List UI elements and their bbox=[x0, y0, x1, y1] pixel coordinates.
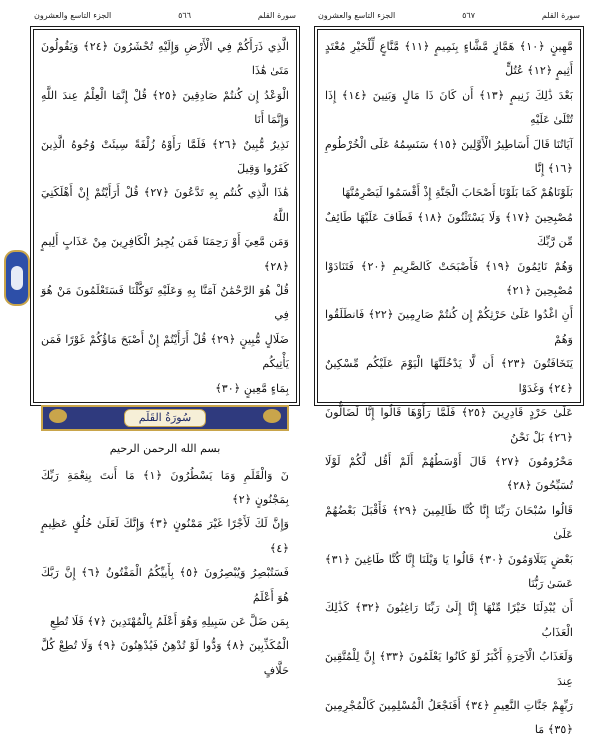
verse-line: بَعْضٍ يَتَلَاوَمُونَ ﴿٣٠﴾ قَالُوا يَا وَيْلَنَا إِنَّا كُنَّا طَاغِينَ ﴿٣١﴾ عَسَىٰ رَبُّنَا bbox=[325, 552, 573, 590]
verse-line: نَذِيرٌ مُّبِينٌ ﴿٢٦﴾ فَلَمَّا رَأَوْهُ زُلْفَةً سِيئَتْ وُجُوهُ الَّذِينَ كَفَرُوا وَقِيلَ bbox=[41, 137, 290, 176]
verse-line: يَتَخَافَتُونَ ﴿٢٣﴾ أَن لَّا يَدْخُلَنَّهَا الْيَوْمَ عَلَيْكُم مِّسْكِينٌ ﴿٢٤﴾ وَغَدَوْا bbox=[325, 357, 573, 395]
verse-line: بَلَوْنَاهُمْ كَمَا بَلَوْنَا أَصْحَابَ الْجَنَّةِ إِذْ أَقْسَمُوا لَيَصْرِمُنَّهَا bbox=[341, 186, 573, 200]
verse-line: أَن يُبْدِلَنَا خَيْرًا مِّنْهَا إِنَّا إِلَىٰ رَبِّنَا رَاغِبُونَ ﴿٣٢﴾ كَذَٰلِكَ الْعَذَابُ bbox=[325, 601, 573, 639]
verse-line: آيَاتُنَا قَالَ أَسَاطِيرُ الْأَوَّلِينَ ﴿١٥﴾ سَنَسِمُهُ عَلَى الْخُرْطُومِ ﴿١٦﴾ إِنَّا bbox=[325, 137, 573, 176]
right-page-header bbox=[314, 6, 584, 24]
verse-line: وَلَعَذَابُ الْآخِرَةِ أَكْبَرُ لَوْ كَانُوا يَعْلَمُونَ ﴿٣٣﴾ إِنَّ لِلْمُتَّقِينَ عِندَ bbox=[325, 650, 574, 688]
verse-line: الْمُكَذِّبِينَ ﴿٨﴾ وَدُّوا لَوْ تُدْهِنُ فَيُدْهِنُونَ ﴿٩﴾ وَلَا تُطِعْ كُلَّ حَلَّافٍ bbox=[41, 639, 289, 677]
left-juz-label: الجزء التاسع والعشرون bbox=[34, 10, 112, 20]
left-page-number: ٥٦٦ bbox=[178, 10, 191, 20]
ornament-icon bbox=[263, 409, 281, 423]
verse-line: عَلَىٰ حَرْدٍ قَادِرِينَ ﴿٢٥﴾ فَلَمَّا رَأَوْهَا قَالُوا إِنَّا لَضَالُّونَ ﴿٢٦﴾ بَلْ نَحْنُ bbox=[325, 406, 573, 444]
verse-line: الَّذِي ذَرَأَكُمْ فِي الْأَرْضِ وَإِلَيْهِ تُحْشَرُونَ ﴿٢٤﴾ وَيَقُولُونَ مَتَىٰ هَٰذَا bbox=[41, 40, 289, 78]
right-page-number: ٥٦٧ bbox=[462, 10, 475, 20]
surah-title-banner bbox=[41, 405, 289, 431]
surah-title: سُورَةُ القَلَم bbox=[124, 409, 206, 427]
left-page bbox=[30, 6, 300, 677]
right-page bbox=[314, 6, 584, 737]
verse-line: الْوَعْدُ إِن كُنتُمْ صَادِقِينَ ﴿٢٥﴾ قُلْ إِنَّمَا الْعِلْمُ عِندَ اللَّهِ وَإِنَّمَا أَنَا bbox=[41, 88, 289, 127]
verse-line: قُلْ هُوَ الرَّحْمَٰنُ آمَنَّا بِهِ وَعَلَيْهِ تَوَكَّلْنَا فَسَتَعْلَمُونَ مَنْ هُوَ فِي bbox=[41, 284, 289, 322]
left-page-frame bbox=[30, 26, 300, 677]
right-page-text bbox=[325, 35, 574, 737]
verse-line: فَسَتُبْصِرُ وَيُبْصِرُونَ ﴿٥﴾ بِأَييِّكُمُ الْمَفْتُونُ ﴿٦﴾ إِنَّ رَبَّكَ هُوَ أَعْلَمُ bbox=[41, 566, 289, 604]
verse-line: أَنِ اغْدُوا عَلَىٰ حَرْثِكُمْ إِن كُنتُمْ صَارِمِينَ ﴿٢٢﴾ فَانطَلَقُوا وَهُمْ bbox=[325, 308, 574, 346]
basmala: بسم الله الرحمن الرحيم bbox=[109, 442, 221, 456]
hizb-marker-medallion bbox=[4, 250, 30, 306]
left-page-header bbox=[30, 6, 300, 24]
right-surah-label: سورة القلم bbox=[541, 10, 580, 20]
verse-line: نٓ وَالْقَلَمِ وَمَا يَسْطُرُونَ ﴿١﴾ مَا أَنتَ بِنِعْمَةِ رَبِّكَ بِمَجْنُونٍ ﴿٢﴾ bbox=[41, 468, 290, 506]
verse-line: وَإِنَّ لَكَ لَأَجْرًا غَيْرَ مَمْنُونٍ ﴿٣﴾ وَإِنَّكَ لَعَلَىٰ خُلُقٍ عَظِيمٍ ﴿٤﴾ bbox=[41, 517, 289, 555]
ornament-icon bbox=[49, 409, 67, 423]
verse-line: وَمَن مَّعِيَ أَوْ رَحِمَنَا فَمَن يُجِيرُ الْكَافِرِينَ مِنْ عَذَابٍ أَلِيمٍ ﴿٢٨﴾ bbox=[41, 235, 289, 273]
verse-line: مَّهِينٍ ﴿١٠﴾ هَمَّازٍ مَّشَّاءٍ بِنَمِيمٍ ﴿١١﴾ مَّنَّاعٍ لِّلْخَيْرِ مُعْتَدٍ أَثِيمٍ ﴿١٢﴾ عُتُلٍّ bbox=[325, 40, 573, 78]
verse-line: مَحْرُومُونَ ﴿٢٧﴾ قَالَ أَوْسَطُهُمْ أَلَمْ أَقُل لَّكُمْ لَوْلَا تُسَبِّحُونَ ﴿٢٨﴾ bbox=[325, 454, 573, 493]
verse-line: قَالُوا سُبْحَانَ رَبِّنَا إِنَّا كُنَّا ظَالِمِينَ ﴿٢٩﴾ فَأَقْبَلَ بَعْضُهُمْ عَلَىٰ bbox=[325, 503, 573, 542]
verse-line: بِمَاءٍ مَّعِينٍ ﴿٣٠﴾ bbox=[215, 381, 289, 395]
verse-line: وَهُمْ نَائِمُونَ ﴿١٩﴾ فَأَصْبَحَتْ كَالصَّرِيمِ ﴿٢٠﴾ فَتَنَادَوْا مُصْبِحِينَ ﴿٢١﴾ bbox=[325, 259, 573, 298]
verse-line: هَٰذَا الَّذِي كُنتُم بِهِ تَدَّعُونَ ﴿٢٧﴾ قُلْ أَرَأَيْتُمْ إِنْ أَهْلَكَنِيَ اللَّهُ bbox=[41, 186, 289, 224]
left-page-text bbox=[41, 35, 290, 677]
verse-line: ضَلَالٍ مُّبِينٍ ﴿٢٩﴾ قُلْ أَرَأَيْتُمْ إِنْ أَصْبَحَ مَاؤُكُمْ غَوْرًا فَمَن يَأْتِيكُم bbox=[41, 332, 290, 371]
medallion-inner bbox=[11, 266, 23, 290]
right-page-frame bbox=[314, 26, 584, 737]
left-surah-label: سورة القلم bbox=[257, 10, 296, 20]
verse-line: بَعْدَ ذَٰلِكَ زَنِيمٍ ﴿١٣﴾ أَن كَانَ ذَا مَالٍ وَبَنِينَ ﴿١٤﴾ إِذَا تُتْلَىٰ عَلَيْهِ bbox=[325, 88, 573, 127]
right-juz-label: الجزء التاسع والعشرون bbox=[318, 10, 396, 20]
verse-line: بِمَن ضَلَّ عَن سَبِيلِهِ وَهُوَ أَعْلَمُ بِالْمُهْتَدِينَ ﴿٧﴾ فَلَا تُطِعِ bbox=[50, 614, 289, 628]
verse-line: رَبِّهِمْ جَنَّاتِ النَّعِيمِ ﴿٣٤﴾ أَفَنَجْعَلُ الْمُسْلِمِينَ كَالْمُجْرِمِينَ ﴿٣٥﴾ مَا bbox=[325, 698, 573, 737]
verse-line: مُصْبِحِينَ ﴿١٧﴾ وَلَا يَسْتَثْنُونَ ﴿١٨﴾ فَطَافَ عَلَيْهَا طَائِفٌ مِّن رَّبِّكَ bbox=[325, 210, 573, 249]
